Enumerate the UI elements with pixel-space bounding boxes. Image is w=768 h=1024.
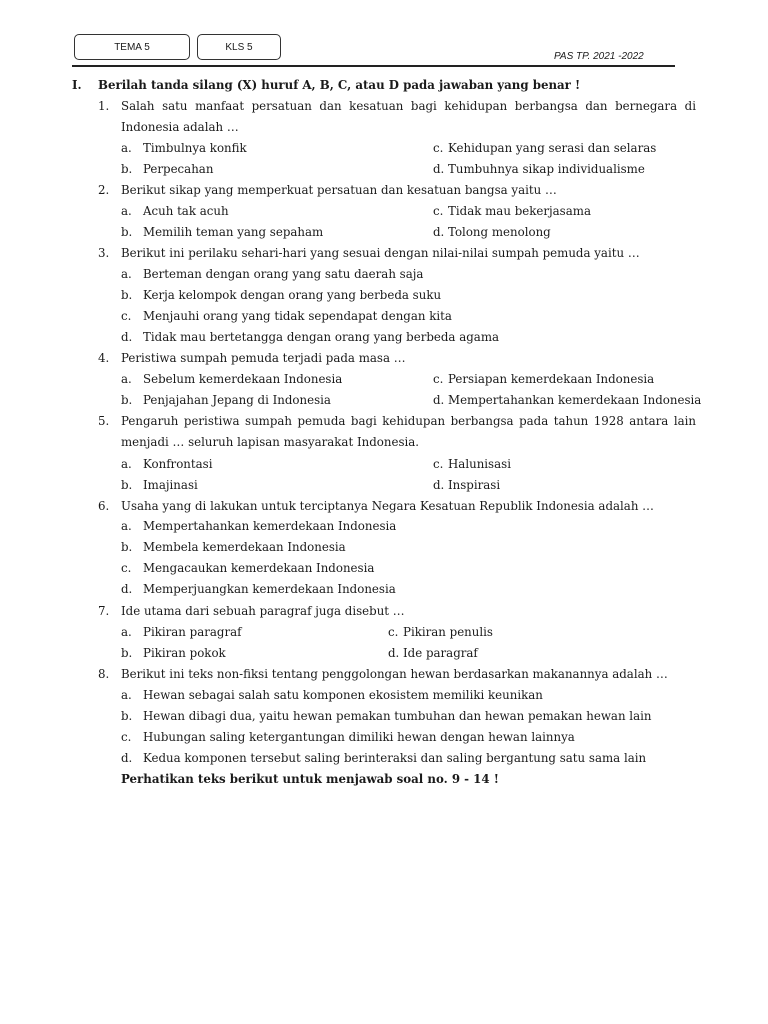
option-text: Pikiran paragraf bbox=[143, 625, 242, 639]
option-letter: c. bbox=[433, 141, 444, 155]
question-stem-line: Ide utama dari sebuah paragraf juga disebut … bbox=[121, 604, 405, 618]
option-text: Kehidupan yang serasi dan selaras bbox=[448, 141, 657, 155]
option-text: Mengacaukan kemerdekaan Indonesia bbox=[143, 561, 375, 575]
tema-box bbox=[74, 34, 190, 60]
question-stem-line: Berikut ini perilaku sehari-hari yang sesuai dengan nilai-nilai sumpah pemuda yaitu … bbox=[121, 246, 640, 260]
option-letter: c. bbox=[433, 457, 444, 471]
question-stem-line: Berikut ini teks non-fiksi tentang penggolongan hewan berdasarkan makanannya adalah … bbox=[121, 667, 668, 681]
option-text: Ide paragraf bbox=[403, 646, 478, 660]
header-divider bbox=[72, 65, 675, 67]
option-text: Pikiran pokok bbox=[143, 646, 226, 660]
option-text: Mempertahankan kemerdekaan Indonesia bbox=[448, 393, 702, 407]
option-letter: d. bbox=[433, 478, 445, 492]
option-letter: c. bbox=[121, 561, 132, 575]
option-text: Perpecahan bbox=[143, 162, 214, 176]
question-number: 2. bbox=[98, 183, 110, 197]
option-letter: c. bbox=[388, 625, 399, 639]
option-text: Acuh tak acuh bbox=[143, 204, 229, 218]
option-letter: b. bbox=[121, 393, 133, 407]
section-number: I. bbox=[72, 78, 82, 92]
option-text: Kedua komponen tersebut saling berinteraksi dan saling bergantung satu sama lain bbox=[143, 751, 647, 765]
reading-instruction: Perhatikan teks berikut untuk menjawab soal no. 9 - 14 ! bbox=[121, 772, 499, 786]
option-text: Inspirasi bbox=[448, 478, 501, 492]
question-stem-line: Berikut sikap yang memperkuat persatuan dan kesatuan bangsa yaitu … bbox=[121, 183, 557, 197]
question-stem-line: Peristiwa sumpah pemuda terjadi pada masa … bbox=[121, 351, 406, 365]
question-stem-line: Salah satu manfaat persatuan dan kesatuan bagi kehidupan berbangsa dan bernegara di bbox=[121, 99, 696, 113]
option-text: Konfrontasi bbox=[143, 457, 213, 471]
option-letter: a. bbox=[121, 457, 132, 471]
question-number: 8. bbox=[98, 667, 110, 681]
option-text: Menjauhi orang yang tidak sependapat dengan kita bbox=[143, 309, 452, 323]
option-letter: b. bbox=[121, 709, 133, 723]
option-text: Tidak mau bertetangga dengan orang yang berbeda agama bbox=[143, 330, 500, 344]
option-text: Timbulnya konfik bbox=[143, 141, 247, 155]
option-text: Imajinasi bbox=[143, 478, 198, 492]
option-letter: b. bbox=[121, 478, 133, 492]
option-text: Penjajahan Jepang di Indonesia bbox=[143, 393, 331, 407]
option-letter: a. bbox=[121, 267, 132, 281]
option-letter: d. bbox=[433, 162, 445, 176]
option-text: Persiapan kemerdekaan Indonesia bbox=[448, 372, 655, 386]
option-letter: a. bbox=[121, 372, 132, 386]
option-text: Pikiran penulis bbox=[403, 625, 493, 639]
option-text: Hubungan saling ketergantungan dimiliki hewan dengan hewan lainnya bbox=[143, 730, 575, 744]
option-letter: b. bbox=[121, 540, 133, 554]
option-text: Hewan sebagai salah satu komponen ekosistem memiliki keunikan bbox=[143, 688, 543, 702]
option-letter: d. bbox=[121, 582, 133, 596]
option-letter: a. bbox=[121, 204, 132, 218]
option-text: Kerja kelompok dengan orang yang berbeda suku bbox=[143, 288, 442, 302]
option-letter: d. bbox=[121, 751, 133, 765]
question-stem-line: menjadi … seluruh lapisan masyarakat Indonesia. bbox=[121, 435, 420, 449]
option-text: Berteman dengan orang yang satu daerah saja bbox=[143, 267, 424, 281]
option-letter: b. bbox=[121, 646, 133, 660]
option-text: Tidak mau bekerjasama bbox=[448, 204, 591, 218]
option-text: Mempertahankan kemerdekaan Indonesia bbox=[143, 519, 397, 533]
question-number: 1. bbox=[98, 99, 110, 113]
question-number: 4. bbox=[98, 351, 110, 365]
option-text: Halunisasi bbox=[448, 457, 511, 471]
kelas-box bbox=[197, 34, 281, 60]
option-text: Tumbuhnya sikap individualisme bbox=[448, 162, 645, 176]
exam-year-label: PAS TP. 2021 -2022 bbox=[554, 51, 644, 62]
section-instruction: Berilah tanda silang (X) huruf A, B, C, atau D pada jawaban yang benar ! bbox=[98, 78, 581, 92]
option-letter: d. bbox=[121, 330, 133, 344]
option-letter: c. bbox=[433, 204, 444, 218]
question-number: 6. bbox=[98, 499, 110, 513]
option-letter: c. bbox=[433, 372, 444, 386]
option-letter: a. bbox=[121, 625, 132, 639]
option-letter: a. bbox=[121, 141, 132, 155]
question-stem-line: Pengaruh peristiwa sumpah pemuda bagi kehidupan berbangsa pada tahun 1928 antara lain bbox=[121, 414, 696, 428]
option-text: Sebelum kemerdekaan Indonesia bbox=[143, 372, 343, 386]
option-letter: b. bbox=[121, 288, 133, 302]
option-text: Membela kemerdekaan Indonesia bbox=[143, 540, 346, 554]
option-letter: d. bbox=[433, 393, 445, 407]
option-letter: d. bbox=[433, 225, 445, 239]
option-letter: a. bbox=[121, 688, 132, 702]
option-letter: b. bbox=[121, 162, 133, 176]
question-stem-line: Usaha yang di lakukan untuk terciptanya Negara Kesatuan Republik Indonesia adalah … bbox=[121, 499, 654, 513]
tema-label: TEMA 5 bbox=[114, 41, 150, 53]
option-text: Hewan dibagi dua, yaitu hewan pemakan tumbuhan dan hewan pemakan hewan lain bbox=[143, 709, 652, 723]
option-letter: a. bbox=[121, 519, 132, 533]
question-number: 3. bbox=[98, 246, 110, 260]
option-letter: b. bbox=[121, 225, 133, 239]
kelas-label: KLS 5 bbox=[225, 41, 253, 53]
question-number: 5. bbox=[98, 414, 110, 428]
option-letter: c. bbox=[121, 730, 132, 744]
option-text: Memperjuangkan kemerdekaan Indonesia bbox=[143, 582, 396, 596]
option-text: Tolong menolong bbox=[448, 225, 551, 239]
option-letter: c. bbox=[121, 309, 132, 323]
option-text: Memilih teman yang sepaham bbox=[143, 225, 324, 239]
option-letter: d. bbox=[388, 646, 400, 660]
question-number: 7. bbox=[98, 604, 110, 618]
question-stem-line: Indonesia adalah … bbox=[121, 120, 239, 134]
